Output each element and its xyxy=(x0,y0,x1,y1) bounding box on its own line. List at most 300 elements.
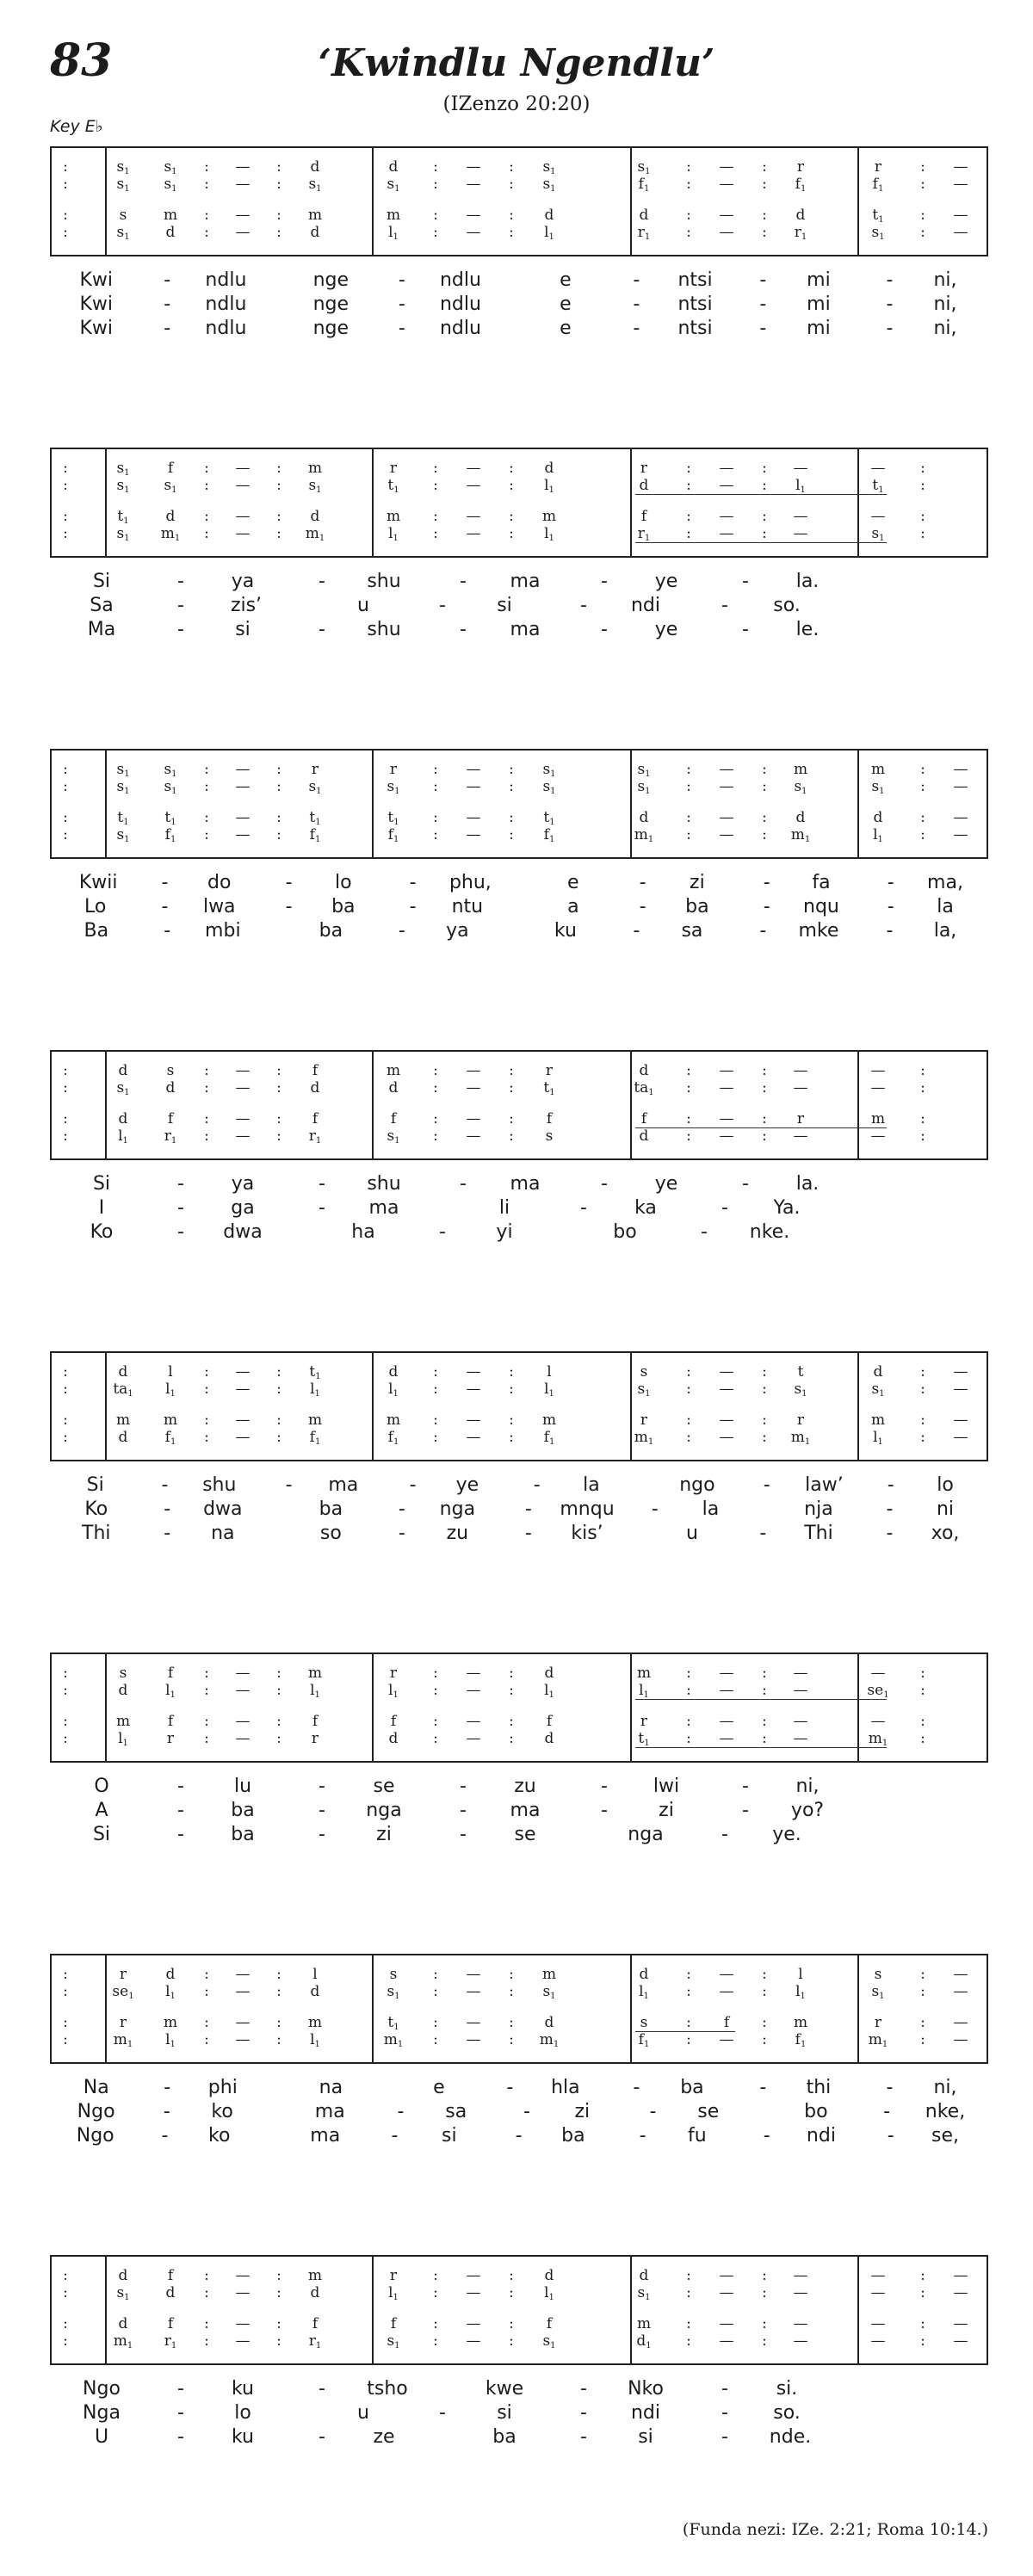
verse-1-line xyxy=(50,2377,988,2401)
note: $m_1$ xyxy=(634,1429,654,1447)
syllable: ni, xyxy=(933,293,957,315)
note: m xyxy=(386,1412,401,1429)
hyphen: - xyxy=(887,1474,894,1496)
alto-row xyxy=(52,1682,987,1699)
note: d xyxy=(639,1127,649,1145)
note: : xyxy=(63,1127,68,1145)
bass-row xyxy=(52,2332,987,2350)
syllable: se, xyxy=(931,2125,959,2147)
syllable: shu xyxy=(367,571,401,592)
note: : xyxy=(204,508,209,525)
note: : xyxy=(509,2014,514,2031)
hyphen: - xyxy=(721,2426,728,2448)
note: $ta_1$ xyxy=(113,1381,133,1399)
note: : xyxy=(762,207,767,224)
hyphen: - xyxy=(763,896,770,917)
hyphen: - xyxy=(639,2125,646,2147)
note: : xyxy=(762,761,767,778)
note: : xyxy=(433,1983,438,2000)
syllable: mi xyxy=(807,318,831,339)
note: — xyxy=(719,176,734,193)
note: : xyxy=(276,761,281,778)
hyphen: - xyxy=(460,1173,467,1195)
note: — xyxy=(235,2284,251,2301)
syllable: la xyxy=(583,1474,600,1496)
hyphen: - xyxy=(886,269,894,291)
note: — xyxy=(870,460,886,477)
note: : xyxy=(686,477,691,494)
note: $s_1$ xyxy=(116,176,130,194)
note: $s_1$ xyxy=(116,778,130,796)
note: : xyxy=(509,1110,514,1127)
note: f xyxy=(312,1062,319,1079)
note: : xyxy=(762,1665,767,1682)
syllable: zu xyxy=(514,1776,536,1797)
note: — xyxy=(719,778,734,795)
syllable: law’ xyxy=(805,1474,844,1496)
hyphen: - xyxy=(319,1800,325,1821)
note: $m_1$ xyxy=(634,826,654,844)
note: : xyxy=(204,809,209,826)
note: : xyxy=(686,224,691,241)
hyphen: - xyxy=(580,1197,587,1219)
hyphen: - xyxy=(164,269,171,291)
note: r xyxy=(311,1730,319,1747)
bass-row xyxy=(52,1429,987,1446)
syllable: ndlu xyxy=(439,293,481,315)
note: — xyxy=(719,1412,734,1429)
note: — xyxy=(793,2284,808,2301)
system-7 xyxy=(50,1954,988,2153)
syllable: ba xyxy=(685,896,709,917)
note: $s_1$ xyxy=(164,761,177,779)
syllable: nde. xyxy=(769,2426,812,2448)
note: r xyxy=(796,158,805,176)
note: f xyxy=(167,2315,174,2332)
note: : xyxy=(920,1730,925,1747)
note: — xyxy=(235,1730,251,1747)
note: : xyxy=(920,224,925,241)
note: — xyxy=(719,224,734,241)
note: $d_1$ xyxy=(636,2332,652,2351)
note: : xyxy=(509,460,514,477)
syllable: ku xyxy=(554,920,577,942)
note: : xyxy=(204,2031,209,2048)
note: : xyxy=(433,1079,438,1096)
note: : xyxy=(762,826,767,843)
note: : xyxy=(204,460,209,477)
syllable: mi xyxy=(807,293,831,315)
soprano-row xyxy=(52,1062,987,1079)
soprano-row xyxy=(52,1966,987,1983)
note: $r_1$ xyxy=(164,2332,177,2351)
verse-1-line xyxy=(50,1473,988,1498)
hyphen: - xyxy=(164,2077,171,2098)
note: d xyxy=(165,508,176,525)
note: $l_1$ xyxy=(165,1682,176,1700)
note: — xyxy=(235,2332,251,2350)
hyphen: - xyxy=(887,872,894,893)
note: $l_1$ xyxy=(873,826,883,844)
verse-3-line xyxy=(50,618,988,642)
syllable: ba xyxy=(231,1824,255,1845)
hyphen: - xyxy=(524,1523,532,1544)
note: : xyxy=(509,778,514,795)
note: $t_1$ xyxy=(117,809,129,827)
hyphen: - xyxy=(701,1221,708,1243)
note: : xyxy=(509,1363,514,1381)
syllable: Ko xyxy=(84,1498,108,1520)
syllable: kis’ xyxy=(571,1523,603,1544)
note: $t_1$ xyxy=(387,2014,399,2032)
syllable: ni, xyxy=(795,1776,820,1797)
syllable: Ngo xyxy=(83,2378,121,2400)
note: — xyxy=(793,525,808,542)
note: : xyxy=(204,1110,209,1127)
note: : xyxy=(63,1381,68,1398)
note: : xyxy=(920,2014,925,2031)
note: $m_1$ xyxy=(383,2031,404,2049)
note: : xyxy=(762,2031,767,2048)
note: : xyxy=(686,761,691,778)
note: $l_1$ xyxy=(118,1127,128,1146)
note: : xyxy=(920,1412,925,1429)
syllable: shu xyxy=(367,619,401,640)
syllable: ndlu xyxy=(205,269,247,291)
hyphen: - xyxy=(639,896,646,917)
note: : xyxy=(276,1983,281,2000)
bass-row xyxy=(52,2031,987,2048)
syllable: ye. xyxy=(772,1824,801,1845)
note: f xyxy=(546,1110,553,1127)
note: $m_1$ xyxy=(113,2332,133,2351)
note: : xyxy=(433,1665,438,1682)
syllable: ye xyxy=(455,1474,479,1496)
hyphen: - xyxy=(639,872,646,893)
note: : xyxy=(686,826,691,843)
note: — xyxy=(235,1127,251,1145)
note: : xyxy=(509,477,514,494)
note: $r_1$ xyxy=(794,224,807,242)
note: — xyxy=(235,224,251,241)
hyphen: - xyxy=(439,1221,446,1243)
note: $s_1$ xyxy=(637,778,651,796)
note: $t_1$ xyxy=(387,477,399,495)
note: $s_1$ xyxy=(542,778,556,796)
note: $l_1$ xyxy=(544,1381,554,1399)
note: — xyxy=(235,477,251,494)
note: : xyxy=(433,1127,438,1145)
note: $l_1$ xyxy=(310,2031,320,2049)
syllable: nge xyxy=(312,293,349,315)
note: — xyxy=(953,1363,968,1381)
syllable: ku xyxy=(231,2426,255,2448)
lyrics xyxy=(50,1775,988,1852)
note: — xyxy=(466,2315,481,2332)
note: : xyxy=(276,1381,281,1398)
syllable: phi xyxy=(207,2077,238,2098)
note: d xyxy=(388,1079,399,1096)
hyphen: - xyxy=(460,1824,467,1845)
syllable: mi xyxy=(807,269,831,291)
syllable: ma xyxy=(368,1197,399,1219)
syllable: do xyxy=(207,872,232,893)
syllable: ntu xyxy=(451,896,484,917)
note: : xyxy=(204,1713,209,1730)
note: : xyxy=(762,1966,767,1983)
note: : xyxy=(63,809,68,826)
syllable: la, xyxy=(933,920,957,942)
note: : xyxy=(509,207,514,224)
lyrics xyxy=(50,269,988,346)
syllable: Si xyxy=(86,1474,104,1496)
bass-row xyxy=(52,1730,987,1747)
syllable: le. xyxy=(795,619,820,640)
note: : xyxy=(433,1363,438,1381)
note: $r_1$ xyxy=(164,1127,177,1146)
hymn-title: ‘Kwindlu Ngendlu’ xyxy=(318,41,715,85)
hyphen: - xyxy=(721,1197,728,1219)
note: : xyxy=(63,1429,68,1446)
note: : xyxy=(204,224,209,241)
syllable: Kwii xyxy=(78,872,118,893)
note: — xyxy=(719,477,734,494)
note: — xyxy=(235,176,251,193)
note: — xyxy=(719,1127,734,1145)
note: : xyxy=(920,1983,925,2000)
note: — xyxy=(235,1429,251,1446)
syllable: thi xyxy=(806,2077,832,2098)
hyphen: - xyxy=(523,2101,530,2122)
note: — xyxy=(466,1363,481,1381)
note: : xyxy=(276,1127,281,1145)
note: — xyxy=(235,778,251,795)
note: : xyxy=(762,2014,767,2031)
note: $l_1$ xyxy=(544,1682,554,1700)
note: : xyxy=(433,477,438,494)
note: d xyxy=(165,1079,176,1096)
staff xyxy=(50,1954,988,2064)
note: — xyxy=(793,1079,808,1096)
syllable: se xyxy=(373,1776,395,1797)
syllable: lu xyxy=(233,1776,252,1797)
note: : xyxy=(509,1983,514,2000)
note: — xyxy=(235,2031,251,2048)
note: : xyxy=(276,2332,281,2350)
note: $t_1$ xyxy=(872,207,884,225)
note: $l_1$ xyxy=(873,1429,883,1447)
note: : xyxy=(276,525,281,542)
note: d xyxy=(639,1062,649,1079)
note: f xyxy=(390,1713,397,1730)
hyphen: - xyxy=(721,2402,728,2424)
syllable: kwe xyxy=(485,2378,524,2400)
syllable: lwa xyxy=(202,896,236,917)
hyphen: - xyxy=(460,1776,467,1797)
note: l xyxy=(547,1363,552,1381)
note: : xyxy=(204,1429,209,1446)
note: : xyxy=(276,1110,281,1127)
bass-row xyxy=(52,826,987,843)
note: — xyxy=(466,2332,481,2350)
note: : xyxy=(509,1682,514,1699)
hyphen: - xyxy=(319,1776,325,1797)
note: : xyxy=(762,1429,767,1446)
hyphen: - xyxy=(285,872,293,893)
note: $l_1$ xyxy=(388,224,399,242)
note: — xyxy=(719,2031,734,2048)
syllable: Si xyxy=(92,571,111,592)
syllable: ni, xyxy=(933,2077,957,2098)
alto-row xyxy=(52,1983,987,2000)
soprano-row xyxy=(52,761,987,778)
hyphen: - xyxy=(649,2101,657,2122)
note: $l_1$ xyxy=(165,2031,176,2049)
syllable: nge xyxy=(312,269,349,291)
hyphen: - xyxy=(398,269,405,291)
hyphen: - xyxy=(319,1197,325,1219)
note: r xyxy=(166,1730,175,1747)
note: $r_1$ xyxy=(637,224,651,242)
hyphen: - xyxy=(721,595,728,616)
note: $f_1$ xyxy=(795,2031,807,2049)
note: m xyxy=(307,460,323,477)
hyphen: - xyxy=(763,872,770,893)
verse-1-line xyxy=(50,1172,988,1196)
note: : xyxy=(762,1079,767,1096)
note: $s_1$ xyxy=(164,778,177,796)
syllable: Na xyxy=(83,2077,109,2098)
note: : xyxy=(276,1412,281,1429)
note: : xyxy=(686,176,691,193)
note: d xyxy=(118,2315,128,2332)
note: f xyxy=(546,1713,553,1730)
note: $s_1$ xyxy=(794,1381,807,1399)
note: m xyxy=(870,761,886,778)
note: $f_1$ xyxy=(309,826,321,844)
note: — xyxy=(719,1983,734,2000)
note: d xyxy=(795,207,806,224)
note: d xyxy=(639,207,649,224)
syllable: ndi xyxy=(630,595,661,616)
syllable: ha xyxy=(351,1221,375,1243)
syllable: I xyxy=(98,1197,105,1219)
note: — xyxy=(953,207,968,224)
note: $m_1$ xyxy=(160,525,181,543)
hyphen: - xyxy=(601,1800,608,1821)
note: $t_1$ xyxy=(164,809,176,827)
note: $f_1$ xyxy=(795,176,807,194)
syllable: Ya. xyxy=(773,1197,801,1219)
note: — xyxy=(953,2267,968,2284)
note: — xyxy=(719,1110,734,1127)
scripture-reference: (IZenzo 20:20) xyxy=(442,93,591,115)
note: d xyxy=(310,224,320,241)
syllable: tsho xyxy=(367,2378,408,2400)
note: d xyxy=(118,1429,128,1446)
note: : xyxy=(509,1381,514,1398)
hyphen: - xyxy=(886,318,894,339)
note: — xyxy=(793,1665,808,1682)
note: : xyxy=(433,525,438,542)
note: : xyxy=(920,826,925,843)
hyphen: - xyxy=(580,2402,587,2424)
note: : xyxy=(920,2267,925,2284)
note: d xyxy=(388,158,399,176)
note: $s_1$ xyxy=(116,477,130,495)
note: d xyxy=(639,809,649,826)
verse-3-line xyxy=(50,317,988,341)
note: $s_1$ xyxy=(116,525,130,543)
note: — xyxy=(793,2315,808,2332)
syllable: ntsi xyxy=(677,293,713,315)
note: — xyxy=(953,2284,968,2301)
syllable: lo xyxy=(937,1474,954,1496)
hyphen: - xyxy=(398,920,405,942)
note: : xyxy=(686,1381,691,1398)
note: : xyxy=(686,809,691,826)
note: — xyxy=(466,1713,481,1730)
note: : xyxy=(204,2284,209,2301)
note: : xyxy=(509,1062,514,1079)
syllable: yo? xyxy=(790,1800,825,1821)
note: : xyxy=(509,2332,514,2350)
syllable: mbi xyxy=(205,920,241,942)
note: : xyxy=(920,2284,925,2301)
note: m xyxy=(541,1966,557,1983)
note: : xyxy=(63,1079,68,1096)
footer-reference: (Funda nezi: IZe. 2:21; Roma 10:14.) xyxy=(682,2520,988,2539)
note: m xyxy=(386,207,401,224)
note: : xyxy=(204,158,209,176)
note: : xyxy=(276,477,281,494)
note: — xyxy=(953,176,968,193)
syllable: ye xyxy=(654,1173,678,1195)
note: : xyxy=(204,1983,209,2000)
hyphen: - xyxy=(759,920,767,942)
note: : xyxy=(509,1079,514,1096)
hyphen: - xyxy=(721,2378,728,2400)
note: : xyxy=(204,2267,209,2284)
hyphen: - xyxy=(177,2402,184,2424)
note: — xyxy=(466,809,481,826)
note: : xyxy=(920,1079,925,1096)
note: : xyxy=(686,2267,691,2284)
syllable: nke, xyxy=(925,2101,966,2122)
note: $l_1$ xyxy=(388,2284,399,2302)
hyphen: - xyxy=(883,2101,891,2122)
note: : xyxy=(920,1062,925,1079)
note: : xyxy=(204,1730,209,1747)
note: m xyxy=(386,508,401,525)
verse-2-line xyxy=(50,1498,988,1522)
note: — xyxy=(235,460,251,477)
note: $m_1$ xyxy=(539,2031,560,2049)
note: : xyxy=(433,2014,438,2031)
syllable: Si xyxy=(92,1824,111,1845)
hyphen: - xyxy=(886,1498,894,1520)
note: : xyxy=(509,508,514,525)
note: — xyxy=(719,460,734,477)
syllable: dwa xyxy=(223,1221,263,1243)
note: : xyxy=(433,1412,438,1429)
note: f xyxy=(167,2267,174,2284)
note: : xyxy=(762,2332,767,2350)
note: : xyxy=(762,1983,767,2000)
alto-row xyxy=(52,1381,987,1398)
note: s xyxy=(119,207,127,224)
slur-line xyxy=(635,1127,887,1128)
